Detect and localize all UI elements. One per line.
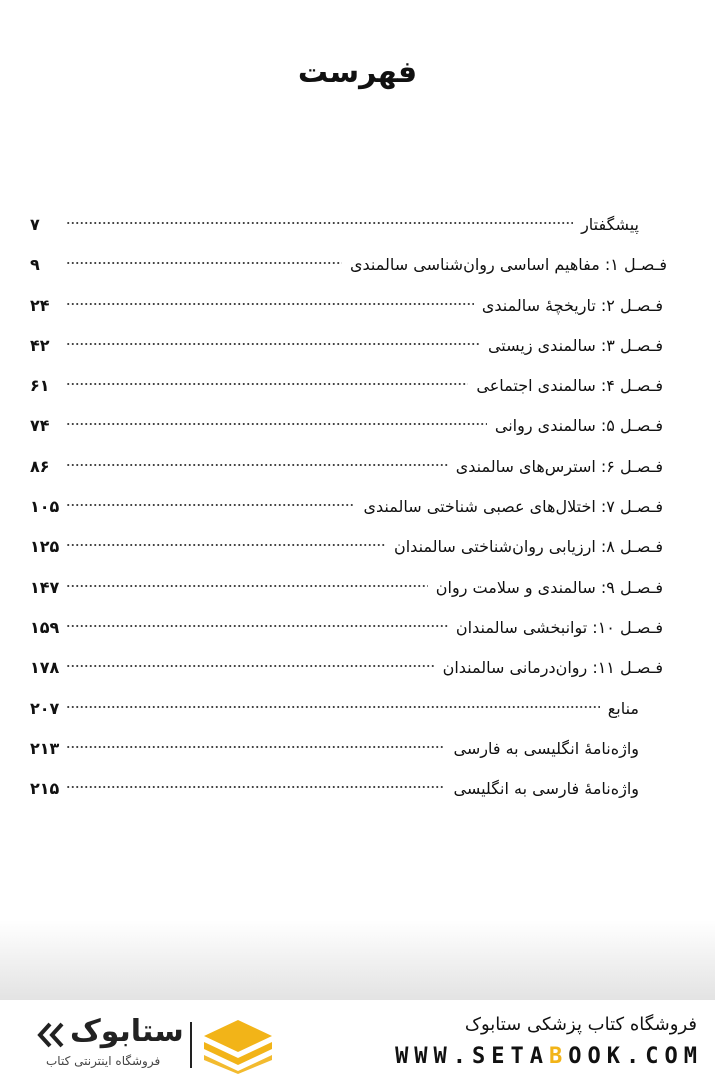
store-url[interactable] <box>395 1044 703 1069</box>
toc-leader-dots <box>66 786 445 788</box>
toc-page-number: ۷ <box>30 215 40 234</box>
page-title: فهرست <box>297 55 418 90</box>
toc-leader-dots <box>66 222 573 224</box>
toc-entry-text: واژه‌نامهٔ انگلیسی به فارسی <box>449 734 639 764</box>
toc-row <box>0 694 715 734</box>
toc-page-number: ۱۲۵ <box>30 537 60 557</box>
toc-row <box>0 331 715 371</box>
toc-entry-text: فـصـل ۳: سالمندی زیستی <box>484 331 663 361</box>
toc-page-number: ۸۶ <box>30 456 50 476</box>
store-url-part1: WWW.SETA <box>395 1044 550 1069</box>
toc-row <box>0 492 715 532</box>
toc-page-number: ۲۰۷ <box>30 698 60 718</box>
toc-entry-text: پیشگفتار <box>577 210 639 240</box>
table-of-contents <box>0 210 715 814</box>
toc-page-number: ۲۴ <box>30 295 50 315</box>
toc-page-number: ۹ <box>30 255 40 275</box>
store-footer <box>0 1000 715 1080</box>
toc-row <box>0 411 715 451</box>
toc-entry-text: فـصـل ۷: اختلال‌های عصبی شناختی سالمندی <box>359 492 663 522</box>
toc-leader-dots <box>66 423 487 425</box>
toc-entry-text: منابع <box>604 694 639 724</box>
toc-row <box>0 210 715 250</box>
store-name: فروشگاه کتاب پزشکی ستابوک <box>464 1014 697 1035</box>
toc-row <box>0 653 715 693</box>
logo-tagline: فروشگاه اینترنتی کتاب <box>46 1054 161 1068</box>
toc-leader-dots <box>66 383 468 385</box>
toc-page-number: ۴۲ <box>30 335 50 355</box>
toc-row <box>0 371 715 411</box>
toc-row <box>0 532 715 572</box>
toc-leader-dots <box>66 706 600 708</box>
toc-leader-dots <box>66 544 386 546</box>
toc-row <box>0 774 715 814</box>
toc-row <box>0 452 715 492</box>
toc-leader-dots <box>66 504 355 506</box>
toc-page-number: ۱۷۸ <box>30 658 60 678</box>
toc-entry-text: فـصـل ۱۰: توانبخشی سالمندان <box>452 613 663 643</box>
toc-page-number: ۲۱۵ <box>30 779 60 799</box>
toc-page-number: ۱۰۵ <box>30 497 60 517</box>
toc-leader-dots <box>66 625 448 627</box>
toc-entry-text: فـصـل ۱: مفاهیم اساسی روان‌شناسی سالمندی <box>346 250 667 280</box>
toc-page-number: ۱۵۹ <box>30 617 60 637</box>
toc-leader-dots <box>66 303 474 305</box>
toc-row <box>0 250 715 290</box>
toc-entry-text: فـصـل ۲: تاریخچهٔ سالمندی <box>478 291 663 321</box>
toc-row <box>0 734 715 774</box>
store-url-highlight: B <box>549 1044 569 1069</box>
toc-leader-dots <box>66 585 428 587</box>
double-chevron-icon <box>36 1020 66 1050</box>
toc-row <box>0 573 715 613</box>
logo-divider <box>190 1022 192 1068</box>
toc-entry-text: واژه‌نامهٔ فارسی به انگلیسی <box>449 774 639 804</box>
toc-row <box>0 613 715 653</box>
toc-entry-text: فـصـل ۸: ارزیابی روان‌شناختی سالمندان <box>390 532 663 562</box>
toc-entry-text: فـصـل ۹: سالمندی و سلامت روان <box>432 573 663 603</box>
toc-entry-text: فـصـل ۶: استرس‌های سالمندی <box>452 452 663 482</box>
toc-page-number: ۷۴ <box>30 416 50 436</box>
book-stack-logo-icon <box>200 1016 276 1074</box>
toc-page-number: ۶۱ <box>30 376 50 396</box>
toc-page-number: ۲۱۳ <box>30 738 60 758</box>
toc-leader-dots <box>66 262 342 264</box>
toc-entry-text: فـصـل ۱۱: روان‌درمانی سالمندان <box>439 653 663 683</box>
toc-page-number: ۱۴۷ <box>30 577 60 597</box>
toc-leader-dots <box>66 665 435 667</box>
logo-wordmark: ستابوک <box>70 1014 184 1049</box>
toc-leader-dots <box>66 746 445 748</box>
toc-row <box>0 291 715 331</box>
toc-leader-dots <box>66 343 480 345</box>
toc-entry-text: فـصـل ۴: سالمندی اجتماعی <box>472 371 663 401</box>
store-url-part2: OOK.COM <box>568 1044 703 1069</box>
page-shadow <box>0 920 715 1000</box>
toc-entry-text: فـصـل ۵: سالمندی روانی <box>491 411 663 441</box>
toc-leader-dots <box>66 464 448 466</box>
